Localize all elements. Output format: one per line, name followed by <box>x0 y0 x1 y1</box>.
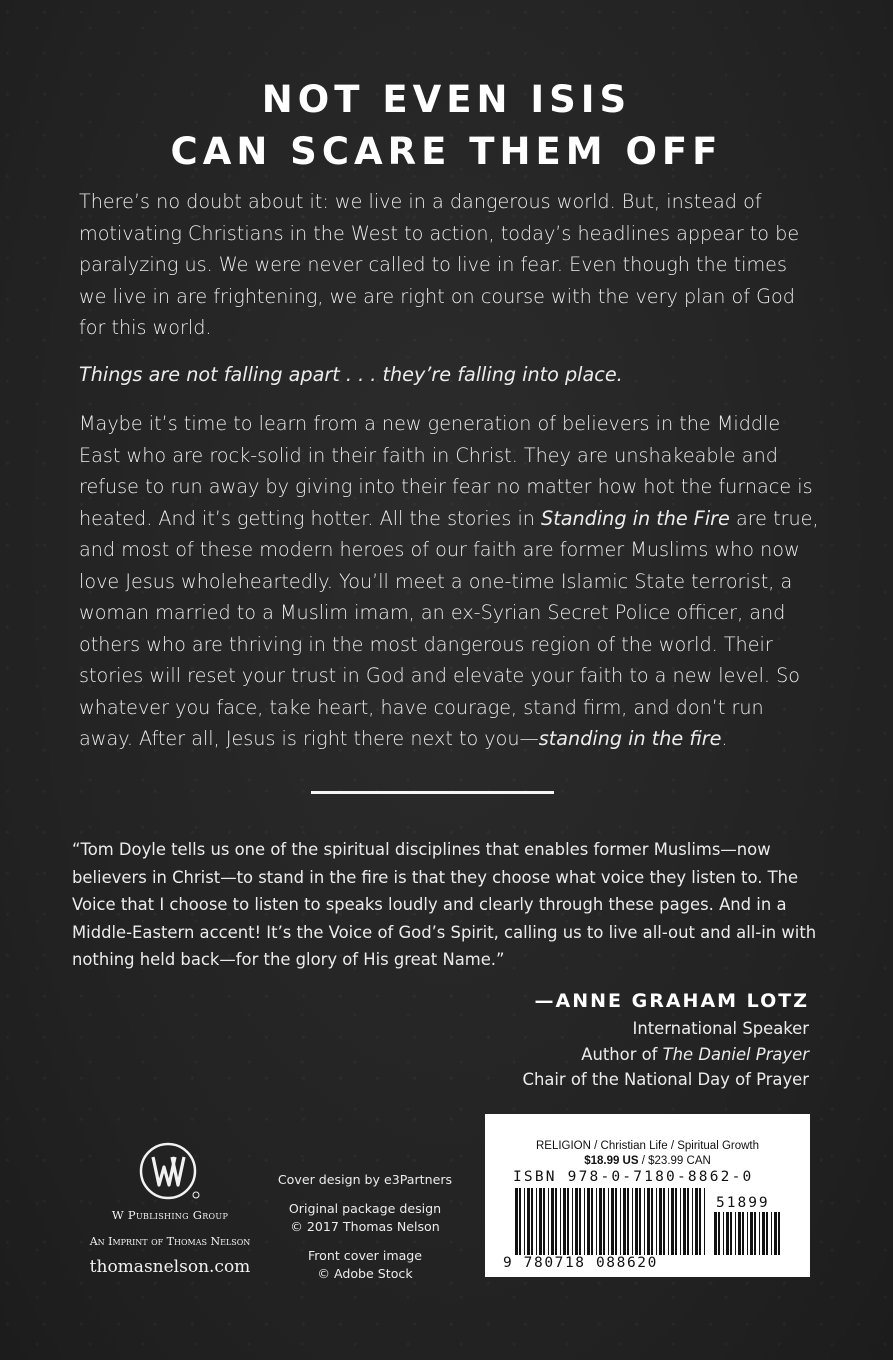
ean-barcode-bar <box>527 1188 530 1255</box>
ean-barcode-bar <box>551 1188 554 1255</box>
endorser-role-1: International Speaker <box>632 1019 809 1038</box>
ean-barcode-bar <box>596 1188 597 1255</box>
credit-line-5: © Adobe Stock <box>317 1266 413 1281</box>
endorser-role-2-prefix: Author of <box>581 1044 663 1064</box>
headline <box>0 74 893 178</box>
addon-barcode-bar <box>762 1212 765 1255</box>
addon-barcode-bar <box>742 1212 744 1255</box>
ean-barcode-bar <box>680 1188 681 1255</box>
ean-barcode-bar <box>683 1188 686 1255</box>
barcode-graphic <box>485 1114 810 1277</box>
addon-barcode-bar <box>774 1212 777 1255</box>
p3-text-a: Maybe it’s time to learn from a new generation of believers in the Middle East who are rock-solid in their faith in Christ. They are unshakeable and refuse to run away by giving into their fear no matter how hot the furnace is heated. And it’s getting hotter. All the stories in <box>79 412 813 530</box>
ean-barcode-bar <box>539 1188 542 1255</box>
addon-barcode-bar <box>766 1212 768 1255</box>
barcode-box <box>485 1114 810 1277</box>
publisher-imprint: An Imprint of Thomas Nelson <box>89 1235 251 1248</box>
headline-line-2: CAN SCARE THEM OFF <box>170 130 723 173</box>
isbn-text: ISBN 978-0-7180-8862-0 <box>513 1169 754 1185</box>
ean-barcode-bar <box>543 1188 545 1255</box>
publisher-block <box>80 1140 260 1277</box>
ean-barcode-bar <box>515 1188 518 1255</box>
p3-period: . <box>721 727 728 750</box>
headline-line-1: NOT EVEN ISIS <box>261 78 632 121</box>
book-title: Standing in the Fire <box>541 506 730 530</box>
p3-ending: standing in the fire <box>538 727 722 750</box>
ean-barcode-bar <box>608 1188 609 1255</box>
ean-barcode-bar <box>519 1188 521 1255</box>
addon-barcode-bar <box>735 1212 736 1255</box>
ean-barcode-bar <box>560 1188 561 1255</box>
ean-barcode-bar <box>587 1188 590 1255</box>
addon-barcode-bar <box>723 1212 724 1255</box>
credit-line-2: Original package design <box>288 1200 442 1216</box>
bisac-category: RELIGION / Christian Life / Spiritual Growth <box>535 1140 760 1152</box>
ean-barcode-bar <box>524 1188 525 1255</box>
credit-line-4: Front cover image <box>307 1247 423 1263</box>
ean-barcode-bar <box>635 1188 638 1255</box>
divider-rule <box>311 791 554 794</box>
ean-barcode-bar <box>531 1188 533 1255</box>
ean-barcode-bar <box>647 1188 650 1255</box>
ean-barcode-bar <box>584 1188 585 1255</box>
ean-barcode-bar <box>615 1188 617 1255</box>
ean-barcode-bar <box>548 1188 549 1255</box>
ean-barcode-bar <box>572 1188 573 1255</box>
ean-barcode-bar <box>579 1188 581 1255</box>
ean-barcode-bar <box>663 1188 665 1255</box>
ean-barcode-bar <box>575 1188 578 1255</box>
endorser-role-2 <box>523 1042 810 1068</box>
body-paragraph-1: There’s no doubt about it: we live in a dangerous world. But, instead of motivating Christians in the West to action, today’s headlines appear to be paralyzing us. We were never called to live in fear. Even though the times we live in are frightening, we are right on course with the very plan of God for this world. <box>79 190 800 339</box>
ean-barcode-bar <box>536 1188 537 1255</box>
addon-barcode-bar <box>778 1212 780 1255</box>
body-paragraph-2: Things are not falling apart . . . they’re falling into place. <box>79 363 623 386</box>
addon-barcode-bar <box>771 1212 772 1255</box>
credit-line-1: Cover design by e3Partners <box>277 1172 453 1187</box>
endorser-name: —ANNE GRAHAM LOTZ <box>534 990 809 1012</box>
endorsement-attribution <box>523 986 810 1093</box>
ean-barcode-bar <box>668 1188 669 1255</box>
ean-barcode-bar <box>656 1188 657 1255</box>
publisher-website: thomasnelson.com <box>89 1257 251 1277</box>
publisher-logo-icon <box>139 1140 201 1202</box>
ean-barcode-bar <box>675 1188 677 1255</box>
addon-barcode-bar <box>726 1212 729 1255</box>
ean-barcode-bar <box>555 1188 557 1255</box>
price-separator: / <box>638 1155 649 1167</box>
ean-barcode-bar <box>599 1188 602 1255</box>
credit-line-3: © 2017 Thomas Nelson <box>290 1219 440 1234</box>
ean-barcode-bar <box>695 1188 698 1255</box>
endorser-book-title: The Daniel Prayer <box>662 1044 809 1064</box>
addon-barcode-bar <box>730 1212 732 1255</box>
cover-credits <box>270 1171 460 1284</box>
addon-barcode-bar <box>718 1212 720 1255</box>
ean-barcode-bar <box>687 1188 689 1255</box>
addon-barcode-bar <box>750 1212 753 1255</box>
addon-barcode-bar <box>754 1212 756 1255</box>
ean-barcode-bar <box>591 1188 593 1255</box>
ean-barcode-bar <box>651 1188 653 1255</box>
ean-barcode-bar <box>704 1188 705 1255</box>
addon-barcode-bar <box>738 1212 741 1255</box>
ean-barcode-bar <box>620 1188 621 1255</box>
ean-barcode-bar <box>563 1188 566 1255</box>
ean-number: 9 780718 088620 <box>503 1255 658 1271</box>
price-us: $18.99 US <box>584 1155 639 1167</box>
ean-barcode-bar <box>671 1188 674 1255</box>
body-paragraph-3 <box>79 408 819 755</box>
ean-barcode-bar <box>644 1188 645 1255</box>
p3-text-b: are true, and most of these modern heroes of our faith are former Muslims who now love Jesus wholeheartedly. You’ll meet a one-time Islamic State terrorist, a woman married to a Muslim imam, an ex-Syrian Secret Police officer, and others who are thriving in the most dangerous region of the world. Their stories will reset your trust in God and elevate your faith to a new level. So whatever you face, take heart, have courage, stand firm, and don’t run away. After all, Jesus is right there next to you— <box>79 506 819 750</box>
addon-barcode-bar <box>747 1212 748 1255</box>
ean-barcode-bar <box>659 1188 662 1255</box>
ean-barcode-bar <box>632 1188 633 1255</box>
ean-barcode-bar <box>611 1188 614 1255</box>
addon-barcode-bar <box>714 1212 717 1255</box>
ean-barcode-bar <box>699 1188 701 1255</box>
endorser-role-3: Chair of the National Day of Prayer <box>522 1070 809 1089</box>
ean-barcode-bar <box>639 1188 641 1255</box>
addon-number: 51899 <box>716 1195 770 1211</box>
ean-barcode-bar <box>627 1188 629 1255</box>
price-can: $23.99 CAN <box>648 1155 711 1167</box>
ean-barcode-bar <box>567 1188 569 1255</box>
ean-barcode-bar <box>692 1188 693 1255</box>
ean-barcode-bar <box>603 1188 605 1255</box>
publisher-name: W Publishing Group <box>111 1208 229 1222</box>
addon-barcode-bar <box>759 1212 760 1255</box>
endorsement-quote: “Tom Doyle tells us one of the spiritual disciplines that enables former Muslims—now believers in Christ—to stand in the fire is that they choose what voice they listen to. The Voice that I choose to listen to speaks loudly and clearly through these pages. And in a Middle-Eastern accent! It’s the Voice of God’s Spirit, calling us to live all-out and all-in with nothing held back—for the glory of His great Name.” <box>72 840 817 969</box>
ean-barcode-bar <box>623 1188 626 1255</box>
